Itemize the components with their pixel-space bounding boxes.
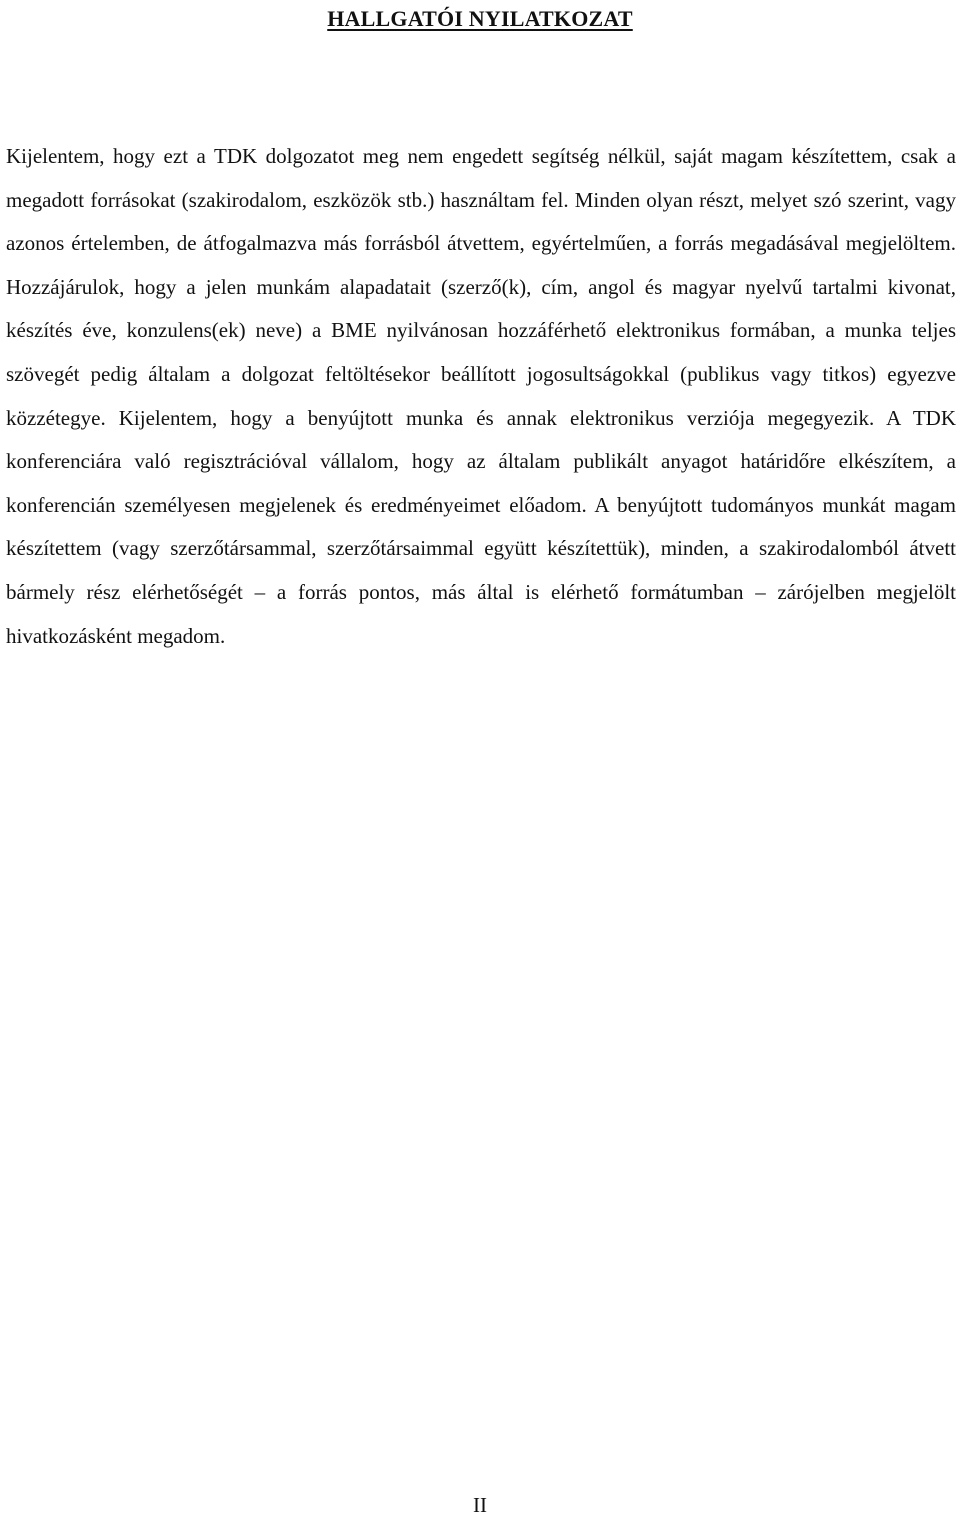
page-number: II <box>473 1493 487 1517</box>
declaration-paragraph: Kijelentem, hogy ezt a TDK dolgozatot meg nem engedett segítség nélkül, saját magam készítettem, csak a megadott forrásokat (szakirodalom, eszközök stb.) használtam fel. Minden olyan részt, melyet szó szerint, vagy azonos értelemben, de átfogalmazva más forrásból átvettem, egyértelműen, a forrás megadásával megjelöltem. Hozzájárulok, hogy a jelen munkám alapadatait (szerző(k), cím, angol és magyar nyelvű tartalmi kivonat, készítés éve, konzulens(ek) neve) a BME nyilvánosan hozzáférhető elektronikus formában, a munka teljes szövegét pedig általam a dolgozat feltöltésekor beállított jogosultságokkal (publikus vagy titkos) egyezve közzétegye. Kijelentem, hogy a benyújtott munka és annak elektronikus verziója megegyezik. A TDK konferenciára való regisztrációval vállalom, hogy az általam publikált anyagot határidőre elkészítem, a konferencián személyesen megjelenek és eredményeimet előadom. A benyújtott tudományos munkát magam készítettem (vagy szerzőtársammal, szerzőtársaimmal együtt készítettük), minden, a szakirodalomból átvett bármely rész elérhetőségét – a forrás pontos, más által is elérhető formátumban – zárójelben megjelölt hivatkozásként megadom. <box>6 144 956 648</box>
page-title: HALLGATÓI NYILATKOZAT <box>327 6 633 31</box>
